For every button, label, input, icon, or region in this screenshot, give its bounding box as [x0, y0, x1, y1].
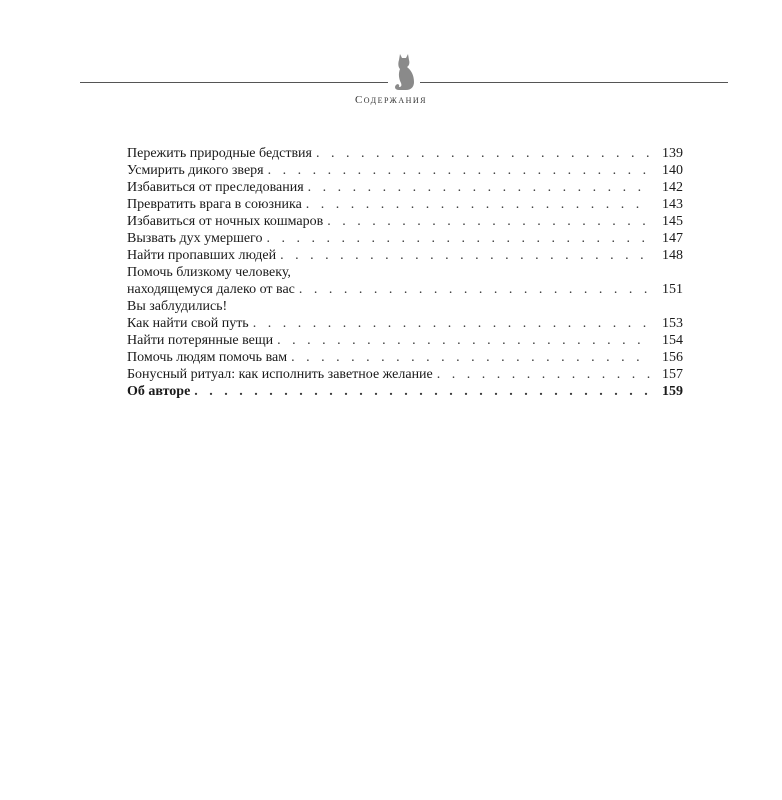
running-head: Содержания: [354, 94, 428, 106]
toc-entry-page: 143: [662, 197, 683, 212]
toc-entry-title: Помочь людям помочь вам: [127, 350, 288, 365]
toc-entry-about-author: [127, 383, 683, 400]
toc-leader-dots: [306, 196, 651, 213]
toc-entry-title: Найти пропавших людей: [127, 248, 277, 263]
toc-entry: [127, 213, 683, 230]
toc-entry-title: Бонусный ритуал: как исполнить заветное желание: [127, 367, 433, 382]
toc-leader-dots: [266, 230, 651, 247]
toc-entry-page: 145: [662, 214, 683, 229]
toc-leader-dots: [253, 315, 651, 332]
toc-entry-page: 156: [662, 350, 683, 365]
toc-entry-page: 151: [662, 282, 683, 297]
toc-leader-dots: [280, 247, 651, 264]
toc-entry-page: 148: [662, 248, 683, 263]
toc-entry-title: Как найти свой путь: [127, 316, 249, 331]
toc-entry-title: Вы заблудились!: [127, 299, 228, 314]
toc-entry: [127, 145, 683, 162]
toc-entry-title: Вызвать дух умершего: [127, 231, 263, 246]
toc-entry: [127, 196, 683, 213]
toc-entry-page: 142: [662, 180, 683, 195]
toc-entry: [127, 230, 683, 247]
toc-leader-dots: [291, 349, 651, 366]
toc-entry: [127, 315, 683, 332]
toc-leader-dots: [277, 332, 651, 349]
toc-entry-title: находящемуся далеко от вас: [127, 282, 295, 297]
toc-leader-dots: [308, 179, 651, 196]
toc-leader-dots: [327, 213, 651, 230]
toc-entry-title: Помочь близкому человеку,: [127, 265, 291, 280]
toc-entry: [127, 349, 683, 366]
table-of-contents: [127, 145, 683, 400]
toc-leader-dots: [316, 145, 651, 162]
toc-leader-dots: [194, 383, 651, 400]
toc-entry-title: Избавиться от преследования: [127, 180, 304, 195]
toc-entry-continued: [127, 264, 683, 281]
toc-entry: [127, 162, 683, 179]
toc-entry-title: Найти потерянные вещи: [127, 333, 274, 348]
toc-entry-title: Усмирить дикого зверя: [127, 163, 264, 178]
toc-entry-page: 147: [662, 231, 683, 246]
toc-entry: [127, 281, 683, 298]
toc-entry-page: 157: [662, 367, 683, 382]
toc-entry-page: 159: [662, 384, 683, 399]
toc-entry-page: 153: [662, 316, 683, 331]
toc-entry: [127, 332, 683, 349]
toc-entry-page: 154: [662, 333, 683, 348]
toc-section-heading: [127, 298, 683, 315]
toc-entry: [127, 247, 683, 264]
toc-entry-page: 140: [662, 163, 683, 178]
toc-entry-title: Превратить врага в союзника: [127, 197, 302, 212]
toc-entry-page: 139: [662, 146, 683, 161]
toc-leader-dots: [299, 281, 651, 298]
toc-entry-title: Избавиться от ночных кошмаров: [127, 214, 324, 229]
toc-leader-dots: [268, 162, 651, 179]
cat-silhouette-icon: [388, 52, 420, 92]
toc-entry: [127, 366, 683, 383]
toc-entry-title: Пережить природные бедствия: [127, 146, 312, 161]
toc-leader-dots: [437, 366, 651, 383]
toc-entry: [127, 179, 683, 196]
toc-entry-title: Об авторе: [127, 384, 191, 399]
